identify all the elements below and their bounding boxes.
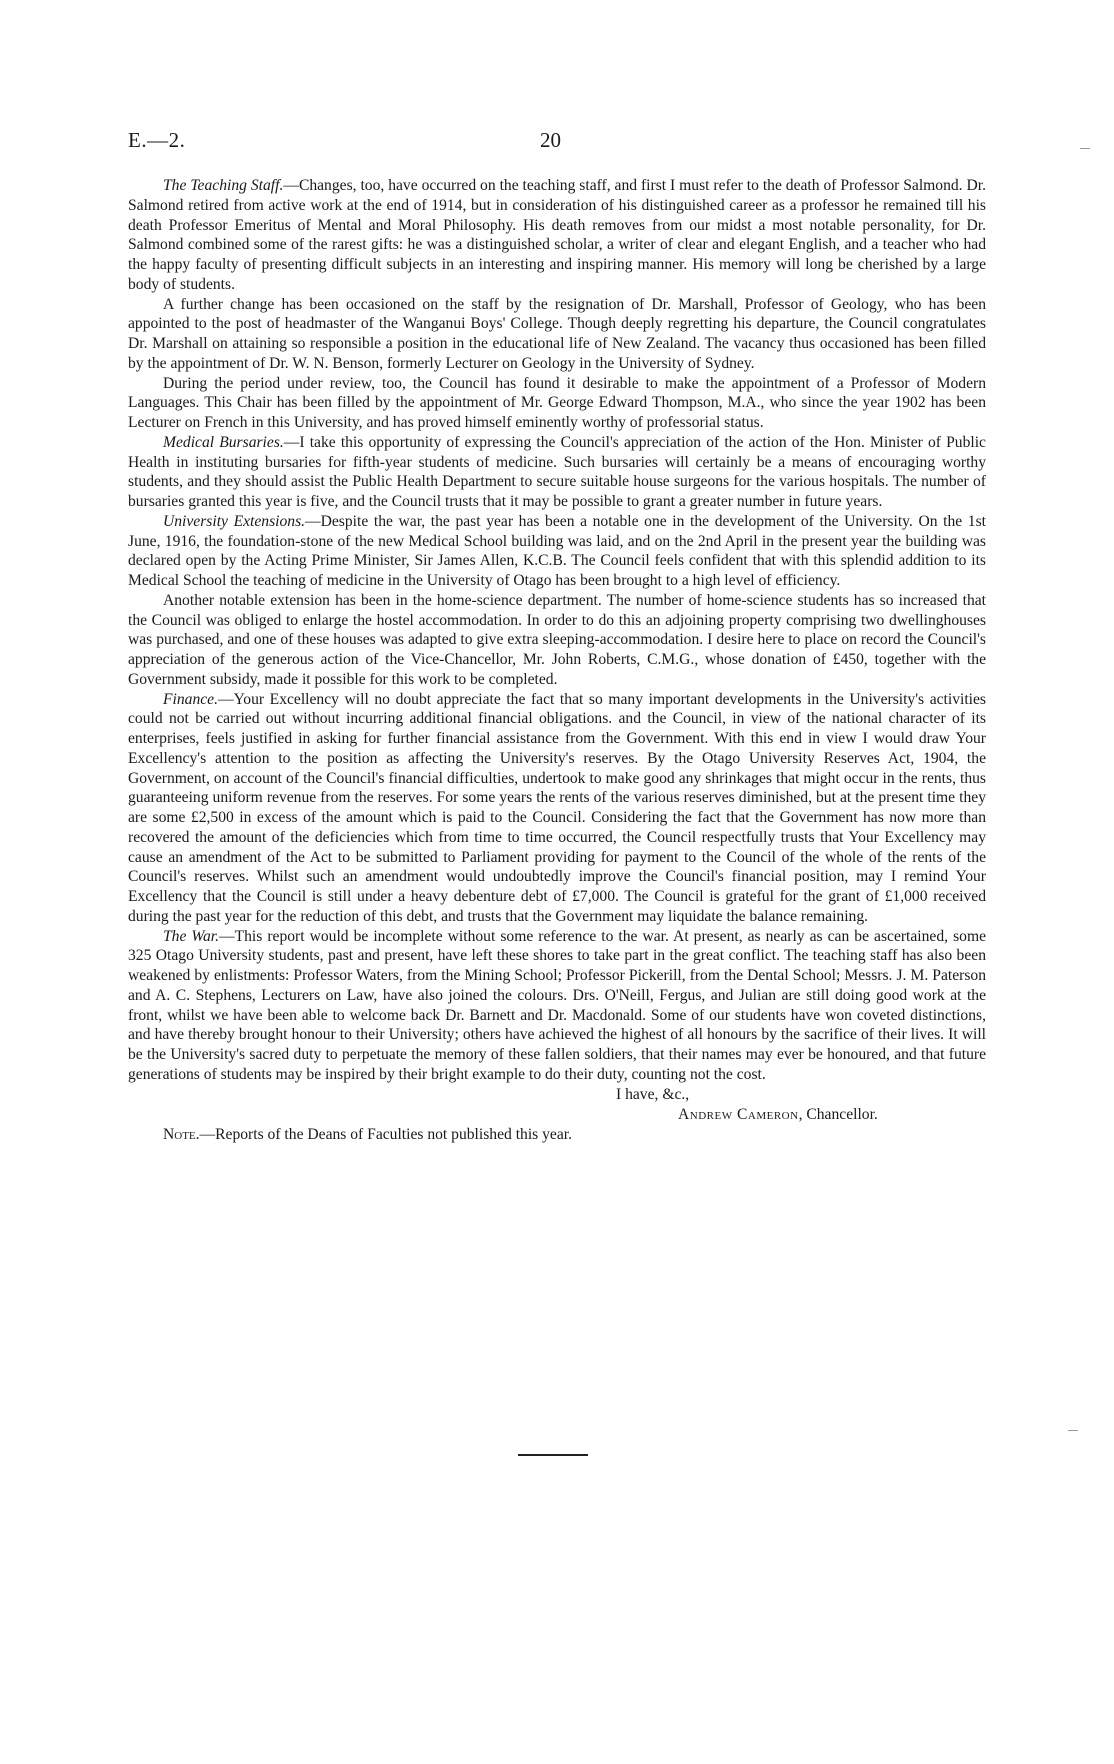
paragraph-home-science (128, 591, 986, 690)
document-reference: E.—2. (128, 128, 186, 152)
report-body (128, 176, 986, 1144)
paragraph-heading: The Teaching Staff. (163, 177, 284, 194)
margin-mark (1068, 1430, 1078, 1431)
paragraph-text: During the period under review, too, the Council has found it desirable to make the appointment of a Professor of Modern Languages. This Chair has been filled by the appointment of Mr. George Edward Thompson, M.A., who since the year 1902 has been Lecturer on French in this University, and has proved himself eminently worthy of professorial status. (128, 374, 986, 431)
paragraph-heading: University Extensions. (163, 512, 306, 530)
paragraph-the-war (128, 927, 986, 1085)
paragraph-text: —Despite the war, the past year has been a notable one in the development of the University. On the 1st June, 1916, the foundation-stone of the new Medical School building was laid, and on the 2nd April in the present year the building was declared open by the Acting Prime Minister, Sir James Allen, K.C.B. The Council feels confident that with this splendid addition to its Medical School the teaching of medicine in the University of Otago has been brought to a high level of efficiency. (128, 512, 986, 589)
paragraph-medical-bursaries (128, 433, 986, 512)
paragraph-text: —This report would be incomplete without some reference to the war. At present, as nearly as can be ascertained, some 325 Otago University students, past and present, have left these shores to take part in the great conflict. The teaching staff has also been weakened by enlistments: Professor Waters, from the Mining School; Professor Pickerill, from the Dental School; Messrs. J. M. Paterson and A. C. Stephens, Lecturers on Law, have also joined the colours. Drs. O'Neill, Fergus, and Julian are still doing good work at the front, whilst we have been able to welcome back Dr. Barnett and Dr. Macdonald. Some of our students have won coveted distinctions, and have thereby brought honour to their University; others have achieved the highest of all honours by the sacrifice of their lives. It will be the University's sacred duty to perpetuate the memory of these fallen soldiers, that their names may ever be honoured, and that future generations of students may be inspired by their bright example to do their duty, counting not the cost. (128, 927, 986, 1083)
end-rule (518, 1454, 588, 1456)
signoff-block (128, 1085, 986, 1125)
paragraph-modern-languages (128, 374, 986, 433)
signatory (678, 1105, 878, 1125)
closing-salutation: I have, &c., (616, 1085, 690, 1103)
paragraph-heading: Finance. (163, 690, 218, 708)
paragraph-text: —Changes, too, have occurred on the teaching staff, and first I must refer to the death of Professor Salmond. Dr. Salmond retired from active work at the end of 1914, but in consideration of his distinguished career as a professor he remained till his death Professor Emeritus of Mental and Moral Philosophy. His death removes from our midst a most notable personality, for Dr. Salmond combined some of the rarest gifts: he was a distinguished scholar, a writer of clear and elegant English, and a teacher who had the happy faculty of presenting difficult subjects in an interesting and inspiring manner. His memory will long be cherished by a large body of students. (128, 177, 987, 293)
paragraph-text: Another notable extension has been in the home-science department. The number of home-science students has so increased that the Council was obliged to enlarge the hostel accommodation. In order to do this an adjoining property comprising two dwellinghouses was purchased, and one of these houses was adapted to give extra sleeping-accommodation. I desire here to place on record the Council's appreciation of the generous action of the Vice-Chancellor, Mr. John Roberts, C.M.G., whose donation of £450, together with the Government subsidy, made it possible for this work to be completed. (128, 591, 986, 688)
page-number: 20 (540, 128, 561, 152)
paragraph-university-extensions (128, 512, 986, 591)
paragraph-marshall-resignation (128, 295, 986, 374)
paragraph-heading: Medical Bursaries. (163, 433, 284, 451)
note-text: —Reports of the Deans of Faculties not published this year. (199, 1125, 572, 1143)
paragraph-text: —Your Excellency will no doubt appreciate the fact that so many important developments in the University's activities could not be carried out without incurring additional financial obligations. and the Council, in view of the national character of its enterprises, feels justified in asking for further financial assistance from the Government. With this end in view I would draw Your Excellency's attention to the position as affecting the University's reserves. By the Otago University Reserves Act, 1904, the Government, on account of the Council's financial difficulties, undertook to make good any shrinkages that might occur in the rents, thus guaranteeing uniform revenue from the reserves. For some years the rents of the various reserves diminished, but at the present time they are some £2,500 in excess of the amount which is paid to the Council. Considering the fact that the Government has now more than recovered the amount of the deficiencies which from time to time occurred, the Council respectfully trusts that Your Excellency may cause an amendment of the Act to be submitted to Parliament providing for payment to the Council of the whole of the rents of the Council's reserves. Whilst such an amendment would undoubtedly improve the Council's financial position, may I remind Your Excellency that the Council is still under a heavy debenture debt of £7,000. The Council is grateful for the grant of £1,000 received during the past year for the reduction of this debt, and trusts that the Government may liquidate the balance remaining. (128, 690, 986, 925)
margin-mark (1080, 148, 1090, 149)
footnote (128, 1125, 986, 1145)
signatory-name: Andrew Cameron (678, 1105, 799, 1123)
note-label: Note. (163, 1125, 200, 1143)
paragraph-text: A further change has been occasioned on the staff by the resignation of Dr. Marshall, Professor of Geology, who has been appointed to the post of headmaster of the Wanganui Boys' College. Though deeply regretting his departure, the Council congratulates Dr. Marshall on attaining so responsible a position in the educational life of New Zealand. The vacancy thus occasioned has been filled by the appointment of Dr. W. N. Benson, formerly Lecturer on Geology in the University of Sydney. (128, 295, 986, 372)
signatory-title: , Chancellor. (798, 1105, 878, 1123)
paragraph-heading: The War. (163, 927, 220, 945)
paragraph-teaching-staff (128, 176, 986, 295)
paragraph-finance (128, 690, 986, 927)
paragraph-text: —I take this opportunity of expressing the Council's appreciation of the action of the Hon. Minister of Public Health in instituting bursaries for fifth-year students of medicine. Such bursaries will certainly be a means of encouraging worthy students, and they should assist the Public Health Department to secure suitable house surgeons for the various hospitals. The number of bursaries granted this year is five, and the Council trusts that it may be possible to grant a greater number in future years. (128, 433, 986, 510)
page-header (128, 128, 988, 158)
